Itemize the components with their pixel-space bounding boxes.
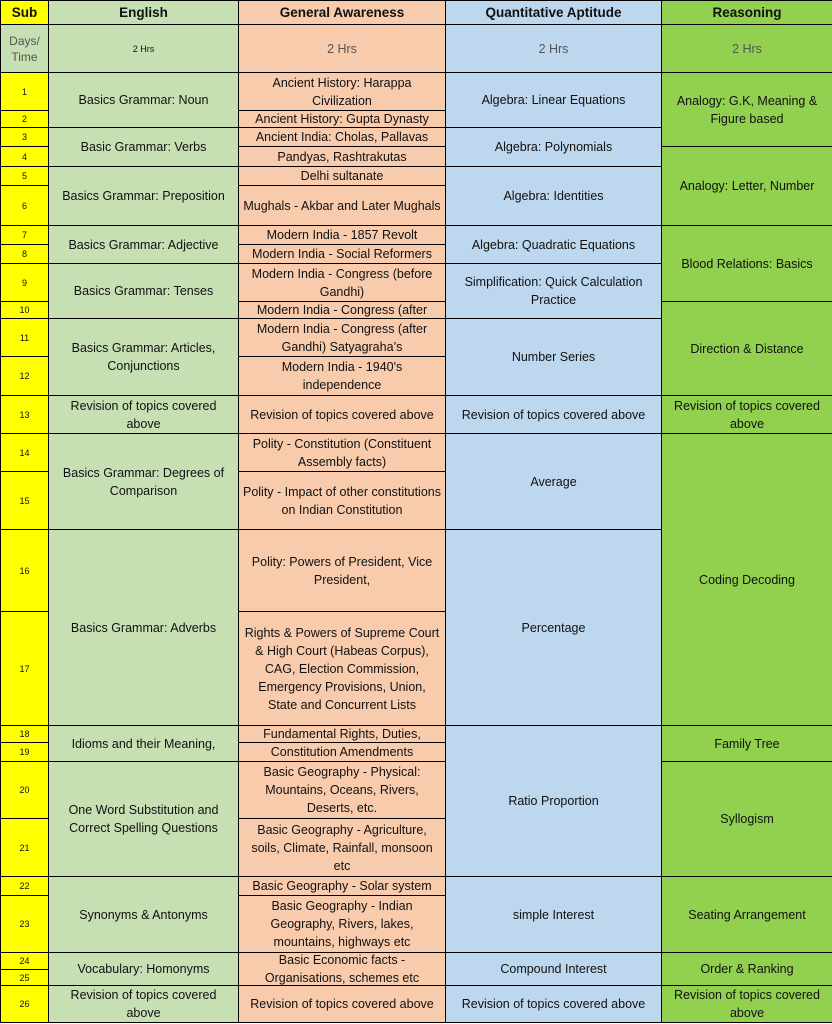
general-awareness-topic-text: Basic Economic facts - Organisations, schemes etc — [264, 953, 420, 985]
general-awareness-topic-text: Ancient History: Gupta Dynasty — [255, 112, 429, 126]
general-awareness-topic-text: Modern India - Congress (after — [256, 303, 428, 317]
reasoning-topic-text: Analogy: Letter, Number — [679, 179, 815, 193]
day-number — [0, 166, 49, 186]
english-topic-text: Revision of topics covered above — [70, 398, 217, 431]
day-number — [0, 742, 49, 762]
day-number-text: 11 — [19, 332, 30, 343]
general-awareness-topic — [238, 433, 446, 472]
quant-topic — [445, 952, 662, 986]
general-awareness-topic-text: Modern India - Social Reformers — [252, 247, 432, 261]
day-number-text: 18 — [19, 729, 30, 739]
general-awareness-topic — [238, 876, 446, 896]
reasoning-topic — [661, 985, 832, 1023]
header-english-text: English — [119, 4, 168, 20]
quant-topic-text: Revision of topics covered above — [461, 997, 646, 1011]
day-number-text: 5 — [21, 171, 27, 181]
day-number-text: 10 — [19, 305, 30, 315]
general-awareness-topic-text: Polity: Powers of President, Vice President, — [251, 554, 433, 587]
quant-topic — [445, 225, 662, 264]
day-number-text: 13 — [19, 409, 30, 420]
header-reasoning-text: Reasoning — [712, 4, 782, 20]
quant-topic-text: Revision of topics covered above — [461, 407, 646, 422]
day-number — [0, 146, 49, 167]
english-topic-text: Basics Grammar: Adjective — [68, 237, 219, 252]
day-number-text: 16 — [19, 565, 30, 576]
general-awareness-topic — [238, 166, 446, 186]
general-awareness-topic — [238, 72, 446, 111]
day-number-text: 4 — [21, 151, 27, 162]
general-awareness-topic-text: Modern India - Congress (after Gandhi) Satyagraha’s — [256, 321, 428, 354]
general-awareness-topic-text: Modern India - Congress (before Gandhi) — [251, 266, 433, 299]
reasoning-topic-text: Analogy: G.K, Meaning & Figure based — [676, 93, 818, 126]
day-number-text: 6 — [21, 200, 27, 211]
general-awareness-topic-text: Revision of topics covered above — [250, 407, 434, 422]
day-number-text: 3 — [21, 132, 27, 142]
day-number-text: 9 — [21, 277, 27, 288]
english-duration — [48, 24, 239, 73]
day-number-text: 26 — [19, 999, 30, 1009]
day-number-text: 17 — [19, 663, 30, 674]
general-awareness-duration — [238, 24, 446, 73]
day-number-text: 15 — [19, 495, 30, 506]
day-number — [0, 433, 49, 472]
day-number — [0, 529, 49, 612]
reasoning-topic-text: Revision of topics covered above — [674, 988, 820, 1020]
header-general-awareness-text: General Awareness — [279, 4, 405, 20]
quant-topic-text: Percentage — [521, 620, 586, 635]
day-number — [0, 725, 49, 743]
day-number — [0, 301, 49, 319]
quant-topic-text: Compound Interest — [500, 962, 607, 976]
english-topic — [48, 433, 239, 530]
english-topic — [48, 761, 239, 877]
reasoning-topic — [661, 876, 832, 953]
day-number — [0, 110, 49, 128]
quant-topic — [445, 263, 662, 319]
reasoning-topic — [661, 72, 832, 147]
general-awareness-topic-text: Mughals - Akbar and Later Mughals — [243, 198, 441, 213]
general-awareness-topic — [238, 301, 446, 319]
header-general-awareness — [238, 0, 446, 25]
english-topic-text: Revision of topics covered above — [70, 988, 217, 1020]
general-awareness-topic-text: Modern India - 1940's independence — [281, 360, 403, 392]
day-number — [0, 127, 49, 147]
english-topic-text: Basics Grammar: Preposition — [62, 189, 225, 203]
general-awareness-topic — [238, 818, 446, 877]
english-topic — [48, 395, 239, 434]
header-reasoning — [661, 0, 832, 25]
day-number — [0, 244, 49, 264]
english-topic-text: Basics Grammar: Articles, Conjunctions — [71, 341, 216, 373]
general-awareness-topic-text: Fundamental Rights, Duties, — [263, 727, 421, 741]
quant-topic-text: Algebra: Identities — [503, 189, 604, 203]
header-quantitative-aptitude — [445, 0, 662, 25]
general-awareness-topic — [238, 471, 446, 530]
english-topic — [48, 225, 239, 264]
quant-topic — [445, 395, 662, 434]
reasoning-topic — [661, 395, 832, 434]
day-number — [0, 318, 49, 357]
quant-topic-text: Average — [530, 474, 577, 489]
day-number — [0, 611, 49, 726]
quant-topic-text: Algebra: Polynomials — [494, 140, 613, 154]
reasoning-topic-text: Coding Decoding — [699, 572, 795, 587]
general-awareness-topic-text: Constitution Amendments — [270, 745, 414, 759]
general-awareness-topic-text: Basic Geography - Indian Geography, Rivers, lakes, mountains, highways etc — [270, 899, 414, 949]
day-number-text: 2 — [21, 114, 27, 124]
english-topic-text: Basics Grammar: Noun — [78, 93, 209, 107]
general-awareness-topic — [238, 146, 446, 167]
day-number-text: 7 — [21, 230, 27, 240]
header-quantitative-aptitude-text: Quantitative Aptitude — [485, 4, 622, 20]
general-awareness-topic — [238, 225, 446, 245]
day-number-text: 20 — [19, 785, 30, 795]
day-number-text: 22 — [19, 881, 30, 891]
general-awareness-topic-text: Basic Geography - Solar system — [252, 879, 432, 893]
general-awareness-topic-text: Ancient History: Harappa Civilization — [272, 75, 412, 108]
days-time-label — [0, 24, 49, 73]
general-awareness-topic — [238, 395, 446, 434]
english-topic-text: Basic Grammar: Verbs — [80, 140, 207, 154]
general-awareness-topic — [238, 761, 446, 819]
quant-duration-text: 2 Hrs — [538, 41, 569, 56]
quant-topic — [445, 433, 662, 530]
english-topic — [48, 529, 239, 726]
header-sub-text: Sub — [11, 4, 38, 20]
general-awareness-topic-text: Rights & Powers of Supreme Court & High Court (Habeas Corpus), CAG, Election Commission, Emergency Provisions, Union, State and Concurrent Lists — [244, 625, 440, 712]
quant-topic-text: Algebra: Quadratic Equations — [471, 237, 636, 252]
day-number — [0, 471, 49, 530]
day-number — [0, 985, 49, 1023]
reasoning-topic-text: Order & Ranking — [700, 962, 794, 976]
general-awareness-topic — [238, 356, 446, 396]
english-topic — [48, 952, 239, 986]
reasoning-topic — [661, 146, 832, 226]
quant-topic-text: simple Interest — [512, 907, 595, 922]
reasoning-duration-text: 2 Hrs — [732, 41, 762, 56]
general-awareness-topic-text: Ancient India: Cholas, Pallavas — [255, 130, 429, 144]
day-number — [0, 761, 49, 819]
general-awareness-topic-text: Revision of topics covered above — [250, 997, 434, 1011]
reasoning-topic — [661, 225, 832, 302]
general-awareness-topic — [238, 185, 446, 226]
reasoning-topic — [661, 725, 832, 762]
reasoning-topic — [661, 301, 832, 396]
day-number — [0, 263, 49, 302]
day-number-text: 21 — [19, 842, 30, 853]
english-topic — [48, 985, 239, 1023]
general-awareness-topic-text: Modern India - 1857 Revolt — [266, 228, 418, 242]
quant-topic — [445, 529, 662, 726]
general-awareness-topic — [238, 742, 446, 762]
quant-duration — [445, 24, 662, 73]
quant-topic — [445, 72, 662, 128]
quant-topic-text: Ratio Proportion — [508, 794, 599, 808]
quant-topic — [445, 166, 662, 226]
english-topic — [48, 72, 239, 128]
day-number — [0, 72, 49, 111]
general-awareness-topic — [238, 127, 446, 147]
english-topic-text: Basics Grammar: Adverbs — [70, 620, 217, 635]
reasoning-topic-text: Revision of topics covered above — [674, 398, 820, 431]
day-number-text: 12 — [19, 371, 30, 381]
general-awareness-topic — [238, 318, 446, 357]
quant-topic-text: Algebra: Linear Equations — [481, 93, 626, 107]
english-topic — [48, 725, 239, 762]
english-topic — [48, 127, 239, 167]
day-number — [0, 185, 49, 226]
days-time-label-text: Days/ Time — [9, 33, 40, 64]
day-number — [0, 818, 49, 877]
day-number — [0, 225, 49, 245]
english-topic-text: One Word Substitution and Correct Spelling Questions — [68, 803, 219, 835]
english-topic — [48, 318, 239, 396]
day-number — [0, 895, 49, 953]
day-number — [0, 952, 49, 970]
day-number-text: 25 — [19, 972, 30, 983]
quant-topic — [445, 985, 662, 1023]
day-number-text: 8 — [21, 249, 27, 259]
day-number-text: 24 — [19, 956, 30, 966]
general-awareness-topic — [238, 529, 446, 612]
english-topic — [48, 263, 239, 319]
reasoning-topic — [661, 952, 832, 986]
quant-topic — [445, 318, 662, 396]
reasoning-topic-text: Direction & Distance — [690, 341, 804, 356]
day-number-text: 19 — [19, 747, 30, 757]
day-number — [0, 356, 49, 396]
general-awareness-topic — [238, 895, 446, 953]
reasoning-topic — [661, 433, 832, 726]
general-awareness-topic — [238, 110, 446, 128]
header-english — [48, 0, 239, 25]
general-awareness-duration-text: 2 Hrs — [327, 41, 357, 56]
english-topic — [48, 166, 239, 226]
general-awareness-topic — [238, 263, 446, 302]
general-awareness-topic — [238, 952, 446, 986]
day-number — [0, 876, 49, 896]
reasoning-topic-text: Seating Arrangement — [688, 907, 806, 922]
english-topic-text: Vocabulary: Homonyms — [77, 962, 210, 976]
general-awareness-topic-text: Basic Geography - Agriculture, soils, Climate, Rainfall, monsoon etc — [251, 822, 433, 873]
general-awareness-topic-text: Polity - Impact of other constitutions on Indian Constitution — [242, 484, 441, 517]
quant-topic — [445, 725, 662, 877]
general-awareness-topic-text: Basic Geography - Physical: Mountains, Oceans, Rivers, Deserts, etc. — [263, 765, 421, 815]
general-awareness-topic-text: Pandyas, Rashtrakutas — [277, 149, 407, 164]
reasoning-topic — [661, 761, 832, 877]
day-number-text: 1 — [21, 86, 27, 97]
day-number — [0, 395, 49, 434]
english-topic-text: Basics Grammar: Tenses — [73, 284, 214, 298]
reasoning-topic-text: Blood Relations: Basics — [681, 256, 813, 271]
general-awareness-topic-text: Polity - Constitution (Constituent Assembly facts) — [252, 436, 432, 469]
quant-topic-text: Number Series — [511, 350, 596, 364]
header-sub — [0, 0, 49, 25]
general-awareness-topic — [238, 244, 446, 264]
general-awareness-topic — [238, 611, 446, 726]
general-awareness-topic-text: Delhi sultanate — [300, 169, 384, 183]
reasoning-duration — [661, 24, 832, 73]
quant-topic — [445, 127, 662, 167]
day-number-text: 23 — [19, 919, 30, 929]
reasoning-topic-text: Syllogism — [720, 812, 774, 826]
english-topic-text: Idioms and their Meaning, — [71, 736, 216, 751]
quant-topic-text: Simplification: Quick Calculation Practice — [464, 275, 643, 307]
english-topic-text: Basics Grammar: Degrees of Comparison — [62, 465, 225, 498]
english-duration-text: 2 Hrs — [132, 43, 155, 54]
general-awareness-topic — [238, 985, 446, 1023]
day-number — [0, 969, 49, 986]
english-topic-text: Synonyms & Antonyms — [79, 907, 208, 922]
day-number-text: 14 — [19, 447, 30, 458]
english-topic — [48, 876, 239, 953]
general-awareness-topic — [238, 725, 446, 743]
quant-topic — [445, 876, 662, 953]
reasoning-topic-text: Family Tree — [714, 736, 780, 751]
